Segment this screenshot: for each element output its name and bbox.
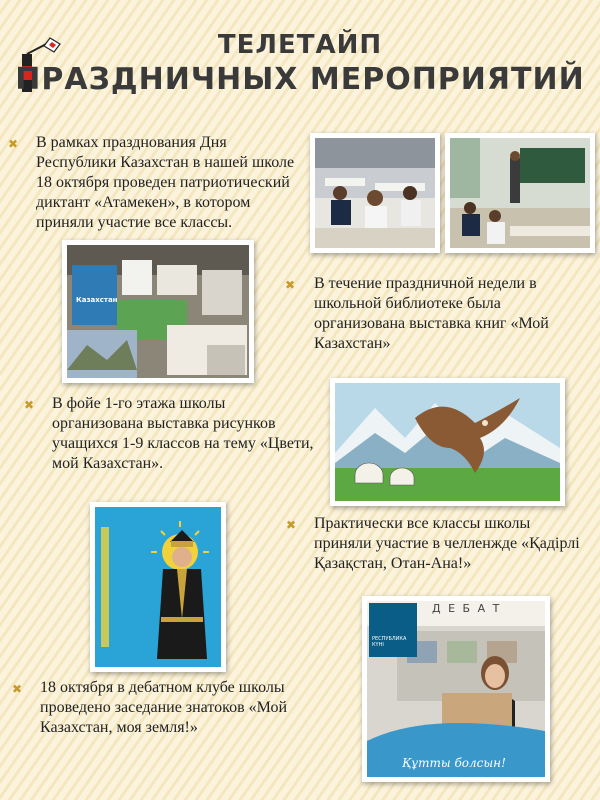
debate-caption: Құтты болсын! [402, 756, 506, 770]
news-item-drawing-exhibition: В фойе 1-го этажа школы организована выставка рисунков учащихся 1-9 классов на тему «Цвети, мой Казахстан». [52, 395, 314, 472]
photo-child-national-costume [90, 502, 226, 672]
page-title-line-2: ПРАЗДНИЧНЫХ МЕРОПРИЯТИЙ [15, 62, 585, 97]
debate-board-text: Д Е Б А Т [432, 602, 502, 615]
photo-debate-club [362, 596, 550, 782]
news-item-challenge: Практически все классы школы приняли участие в челленжде «Қадірлі Қазақстан, Отан-Ана!» [314, 515, 580, 572]
photo-children-painting [330, 378, 565, 506]
news-item-debate: 18 октября в дебатном клубе школы проведено заседание знатоков «Мой Казахстан, моя земля!» [40, 679, 288, 736]
photo-book-exhibition [62, 240, 254, 383]
news-item-book-exhibition: В течение праздничной недели в школьной библиотеке была организована выставка книг «Мой Казахстан» [314, 275, 549, 352]
bullet-icon: ✖ [286, 518, 297, 532]
photo-classroom-dictation [310, 133, 440, 253]
photo-classroom-teacher [445, 133, 595, 253]
news-item-dictation: В рамках празднования Дня Республики Казахстан в нашей школе 18 октября проведен патриотический диктант «Атамекен», в котором приняли участие все классы. [36, 134, 295, 231]
bullet-icon: ✖ [285, 278, 296, 292]
page-title-line-1: ТЕЛЕТАЙП [217, 30, 383, 60]
bullet-icon: ✖ [8, 137, 19, 151]
debate-logo-text: РЕСПУБЛИКА КҮНІ [372, 636, 407, 648]
bullet-icon: ✖ [12, 682, 23, 696]
bullet-icon: ✖ [24, 398, 35, 412]
book-cover-label: Казахстан [76, 296, 118, 304]
